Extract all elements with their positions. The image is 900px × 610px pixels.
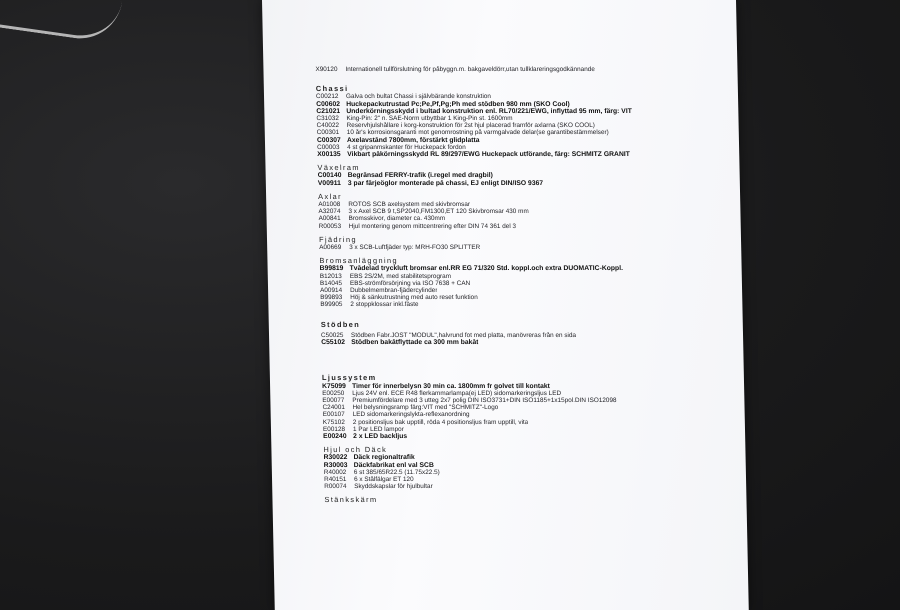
- item-description: 1 Par LED lampor: [352, 425, 404, 433]
- item-description: 3 x SCB-Luftfjäder typ: MRH-FO30 SPLITTER: [349, 244, 481, 252]
- item-description: EBS 2S/2M, med stabilitetsprogram: [349, 272, 452, 280]
- item-description: Begränsad FERRY-trafik (i.regel med dragbil): [347, 172, 493, 180]
- item-code: B99893: [320, 294, 343, 302]
- paper-sheet: [262, 0, 749, 610]
- list-item: [316, 108, 726, 115]
- list-item: [323, 411, 733, 418]
- item-code: E00077: [322, 396, 345, 404]
- list-item: [322, 397, 732, 404]
- list-item: [323, 419, 733, 426]
- list-item: [316, 93, 726, 100]
- list-item: [316, 115, 726, 122]
- item-code: R30022: [323, 454, 348, 462]
- item-code: C00301: [316, 129, 340, 137]
- item-code: C00212: [315, 93, 339, 101]
- list-item: [320, 287, 730, 294]
- item-code: C21021: [316, 107, 341, 115]
- list-item: [322, 383, 732, 390]
- item-description: Internationell tullförslutning för påbyggn.m. bakgaveldörr,utan tullklareringsgodkännande: [345, 66, 595, 73]
- item-code: R40151: [323, 475, 347, 483]
- item-description: 2 positionsljus bak upptill, röda 4 positionsljus fram upptill, vita: [352, 418, 529, 426]
- intro-row: [315, 66, 725, 73]
- list-item: [317, 144, 727, 151]
- list-item: [320, 294, 730, 301]
- item-description: 10 år's korrosionsgaranti mot genomrostning på varmgalvade delar(se garantibestämmelser): [346, 129, 609, 137]
- list-item: [318, 172, 728, 179]
- section-heading-hjul-och-dack: Hjul och Däck: [323, 445, 388, 455]
- item-code: A00669: [319, 244, 342, 252]
- item-description: Premiumfördelare med 3 utteg 2x7 polig DIN ISO3731+DIN ISO1185+1x15pol.DIN ISO12098: [352, 396, 617, 404]
- item-description: Däck regionaltrafik: [353, 454, 415, 462]
- list-item: [317, 151, 727, 158]
- list-item: [316, 101, 726, 108]
- item-code: V00911: [317, 179, 341, 187]
- list-item: [320, 301, 730, 308]
- item-description: Höj & sänkutrustning med auto reset funktion: [350, 294, 478, 302]
- list-item: [321, 332, 731, 339]
- item-code: B99819: [319, 265, 344, 273]
- item-code: B99905: [320, 301, 343, 309]
- item-description: 3 par färjeöglor monterade på chassi, EJ enligt DIN/ISO 9367: [347, 179, 544, 187]
- list-item: [318, 208, 728, 215]
- section-heading-fjadring: Fjädring: [318, 234, 358, 244]
- item-code: C00602: [316, 100, 341, 108]
- item-code: R00053: [318, 222, 342, 230]
- item-code: C00003: [317, 143, 340, 151]
- item-code: R40002: [323, 468, 347, 476]
- section-heading-bromsanlaggning: Bromsanläggning: [319, 256, 399, 266]
- item-code: A00914: [320, 287, 343, 295]
- item-code: C55102: [321, 339, 346, 347]
- item-code: A32074: [318, 208, 341, 216]
- item-code: B12013: [319, 272, 342, 280]
- list-item: [318, 201, 728, 208]
- item-code: K75102: [322, 418, 345, 426]
- item-code: A00841: [318, 215, 341, 223]
- list-item: [320, 273, 730, 280]
- item-code: X00135: [317, 151, 341, 159]
- section-heading-axlar: Axlar: [318, 191, 343, 201]
- item-code: A01008: [318, 201, 341, 209]
- item-code: E00107: [322, 411, 345, 419]
- item-description: Vikbart påkörningsskydd RL 89/297/EWG Huckepack utförande, färg: SCHMITZ GRANIT: [347, 151, 630, 159]
- list-item: [322, 404, 732, 411]
- item-description: Skyddskapslar för hjulbultar: [354, 483, 433, 491]
- item-description: LED sidomarkeringslykta-reflexanordning: [352, 411, 470, 419]
- item-description: Hel belysningsramp färg:VIT med "SCHMITZ"-Logo: [352, 404, 499, 412]
- list-item: [324, 483, 734, 490]
- item-code: E00128: [322, 425, 346, 433]
- item-description: Reservhjulshållare i korg-konstruktion för 2st hjul placerad framför axlarna (SKO COOL): [346, 122, 595, 130]
- list-item: [319, 223, 729, 230]
- item-description: Underkörningsskydd i bultad konstruktion enl. RL70/221/EWG, inflyttad 95 mm, färg: VIT: [346, 107, 632, 115]
- item-code: C50025: [320, 331, 344, 339]
- section-heading-ljussystem: Ljussystem: [321, 373, 377, 383]
- item-description: 2 stoppklossar inkl.fäste: [350, 301, 419, 309]
- item-code: C40022: [316, 122, 340, 130]
- item-code: C00307: [316, 136, 341, 144]
- item-code: C24001: [322, 404, 346, 412]
- list-item: [323, 433, 733, 440]
- list-item: [320, 265, 730, 272]
- list-item: [319, 215, 729, 222]
- list-item: [324, 462, 734, 469]
- item-code: R00074: [324, 483, 347, 491]
- item-code: E00250: [322, 389, 345, 397]
- list-item: [319, 244, 729, 251]
- item-description: Huckepackutrustad Pc;Pe,Pf,Pg;Ph med stödben 980 mm (SKO Cool): [346, 100, 570, 108]
- item-code: C00140: [317, 172, 342, 180]
- item-description: 2 x LED backljus: [353, 432, 408, 440]
- item-code: C31032: [316, 115, 339, 123]
- list-item: [322, 390, 732, 397]
- item-description: Timer för innerbelysn 30 min ca. 1800mm fr golvet till kontakt: [352, 382, 550, 390]
- item-description: 6 st 385/65R22.5 (11.75x22.5): [353, 468, 440, 476]
- section-heading-stodben: Stödben: [320, 319, 361, 329]
- section-heading-vaxelram: Växelram: [317, 163, 361, 173]
- item-description: Däckfabrikat enl val SCB: [353, 461, 434, 469]
- item-code: B14045: [319, 279, 343, 287]
- item-description: Bromsskivor, diameter ca. 430mm: [348, 215, 446, 223]
- item-code: R30003: [323, 461, 348, 469]
- item-description: ROTOS SCB axelsystem med skivbromsar: [348, 201, 471, 209]
- item-description: Stödben bakåtflyttade ca 300 mm bakåt: [351, 339, 479, 347]
- item-description: 4 st gripanmskanter för Huckepack fordon: [347, 143, 466, 151]
- list-item: [317, 122, 727, 129]
- list-item: [320, 280, 730, 287]
- item-description: Galva och bultat Chassi i självbärande konstruktion: [345, 93, 492, 101]
- item-code: X90120: [315, 66, 338, 73]
- item-code: E00240: [323, 432, 347, 440]
- list-item: [323, 426, 733, 433]
- item-description: Axelavstånd 7800mm, förstärkt glidplatta: [346, 136, 480, 144]
- item-description: Tvådelad tryckluft bromsar enl.RR EG 71/320 Std. koppl.och extra DUOMATIC-Koppl.: [349, 265, 624, 273]
- item-description: 3 x Axel SCB 9 t,SP2040,FM1300,ET 120 Skivbromsar 430 mm: [348, 208, 529, 216]
- list-item: [318, 180, 728, 187]
- document-content: [315, 66, 734, 505]
- list-item: [324, 469, 734, 476]
- section-heading-chassi: Chassi: [315, 84, 349, 94]
- item-description: King-Pin: 2" n. SAE-Norm utbyttbar 1 King-Pin st. 1600mm: [346, 115, 513, 123]
- list-item: [317, 129, 727, 136]
- list-item: [324, 476, 734, 483]
- list-item: [321, 339, 731, 346]
- item-code: K75099: [322, 382, 346, 390]
- item-description: Stödben Fabr.JOST "MODUL",halvrund fot med platta, manövreras från en sida: [350, 331, 577, 339]
- item-description: 6 x Stålfälgar ET 120: [353, 475, 414, 483]
- item-description: Hjul montering genom mittcentrering efter DIN 74 361 del 3: [348, 222, 517, 230]
- item-description: Ljus 24V enl. ECE R48 flerkammarlampa(ej LED) sidomarkeringsljus LED: [352, 389, 562, 397]
- item-description: Dubbelmembran-fjädercylinder: [350, 287, 438, 295]
- section-heading-stankskarm: Stänkskärm: [324, 495, 378, 505]
- item-description: EBS-strömförsörjning via ISO 7638 + CAN: [349, 279, 471, 287]
- list-item: [317, 137, 727, 144]
- list-item: [324, 454, 734, 461]
